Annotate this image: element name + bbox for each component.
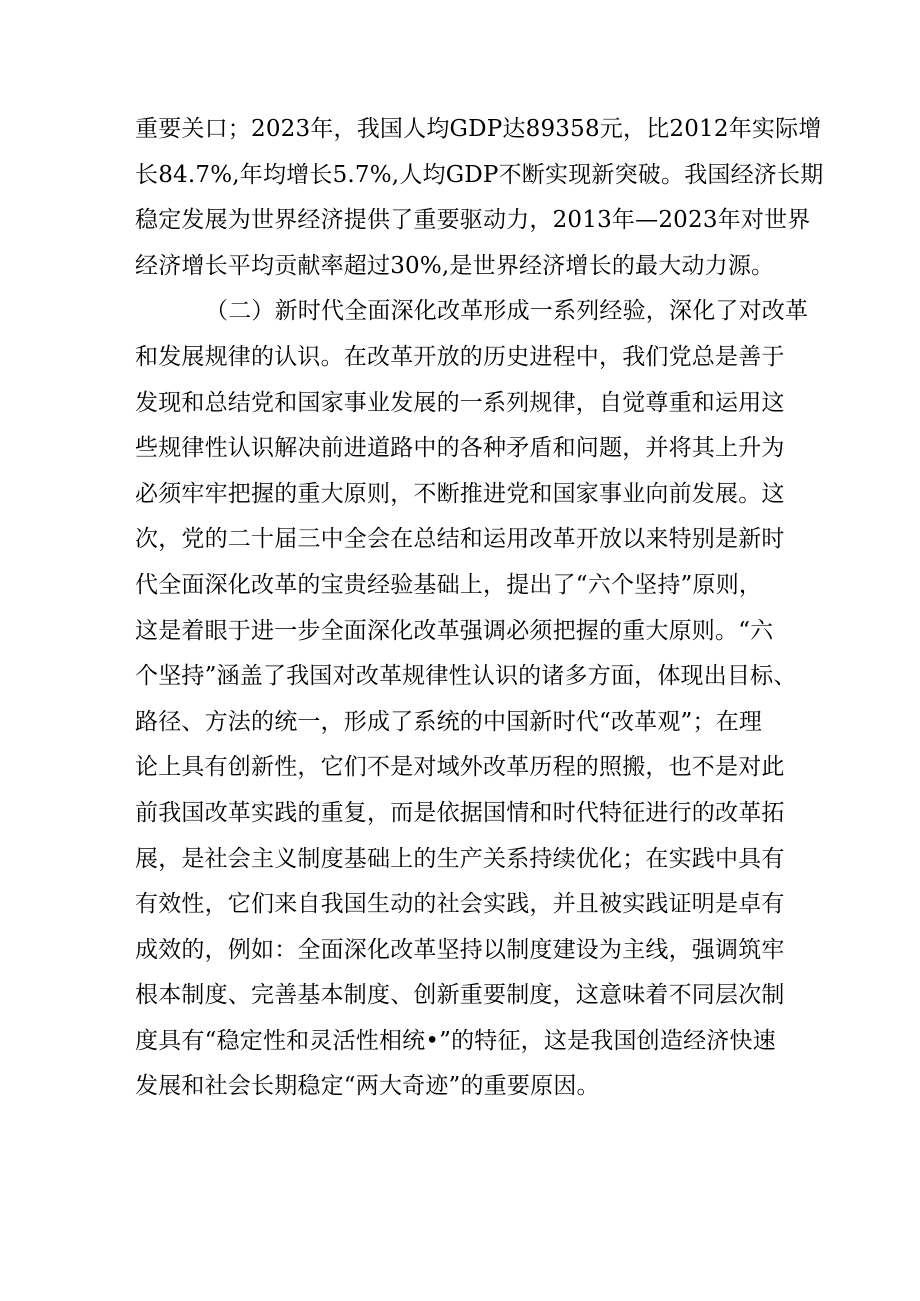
text-line: 成效的，例如：全面深化改革坚持以制度建设为主线，强调筑牢 [135, 936, 785, 963]
text-line: 论上具有创新性，它们不是对域外改革历程的照搬，也不是对此 [135, 754, 785, 781]
text-line: 和发展规律的认识。在改革开放的历史进程中，我们党总是善于 [135, 343, 785, 370]
text-line: 必须牢牢把握的重大原则，不断推进党和国家事业向前发展。这 [135, 480, 785, 507]
text-line: 长84.7%,年均增长5.7%,人均GDP不断实现新突破。我国经济长期 [135, 161, 824, 188]
text-line: 根本制度、完善基本制度、创新重要制度，这意味着不同层次制 [135, 982, 785, 1009]
text-line: 前我国改革实践的重复，而是依据国情和时代特征进行的改革拓 [135, 799, 785, 826]
text-line: 路径、方法的统一，形成了系统的中国新时代“改革观”；在理 [135, 708, 763, 735]
text-line: 重要关口；2023年，我国人均GDP达89358元，比2012年实际增 [135, 116, 822, 142]
text-line: 代全面深化改革的宝贵经验基础上，提出了“六个坚持”原则， [135, 571, 763, 598]
section-heading-line: （二）新时代全面深化改革形成一系列经验，深化了对改革 [205, 298, 809, 325]
text-line: 发现和总结党和国家事业发展的一系列规律，自觉尊重和运用这 [135, 389, 785, 416]
text-line: 次，党的二十届三中全会在总结和运用改革开放以来特别是新时 [135, 526, 785, 553]
text-line: 稳定发展为世界经济提供了重要驱动力，2013年—2023年对世界 [135, 207, 811, 234]
text-line: 发展和社会长期稳定“两大奇迹”的重要原因。 [135, 1073, 600, 1100]
text-line: 度具有“稳定性和灵活性相统•”的特征，这是我国创造经济快速 [135, 1027, 776, 1054]
text-line: 展，是社会主义制度基础上的生产关系持续优化；在实践中具有 [135, 845, 785, 872]
text-line: 有效性，它们来自我国生动的社会实践，并且被实践证明是卓有 [135, 891, 785, 918]
body-text [135, 107, 824, 1110]
text-line: 个坚持”涵盖了我国对改革规律性认识的诸多方面，体现出目标、 [135, 663, 797, 690]
text-line: 经济增长平均贡献率超过30%,是世界经济增长的最大动力源。 [135, 252, 775, 279]
text-line: 这是着眼于进一步全面深化改革强调必须把握的重大原则。“六 [135, 617, 774, 644]
text-line: 些规律性认识解决前进道路中的各种矛盾和问题，并将其上升为 [135, 435, 785, 462]
